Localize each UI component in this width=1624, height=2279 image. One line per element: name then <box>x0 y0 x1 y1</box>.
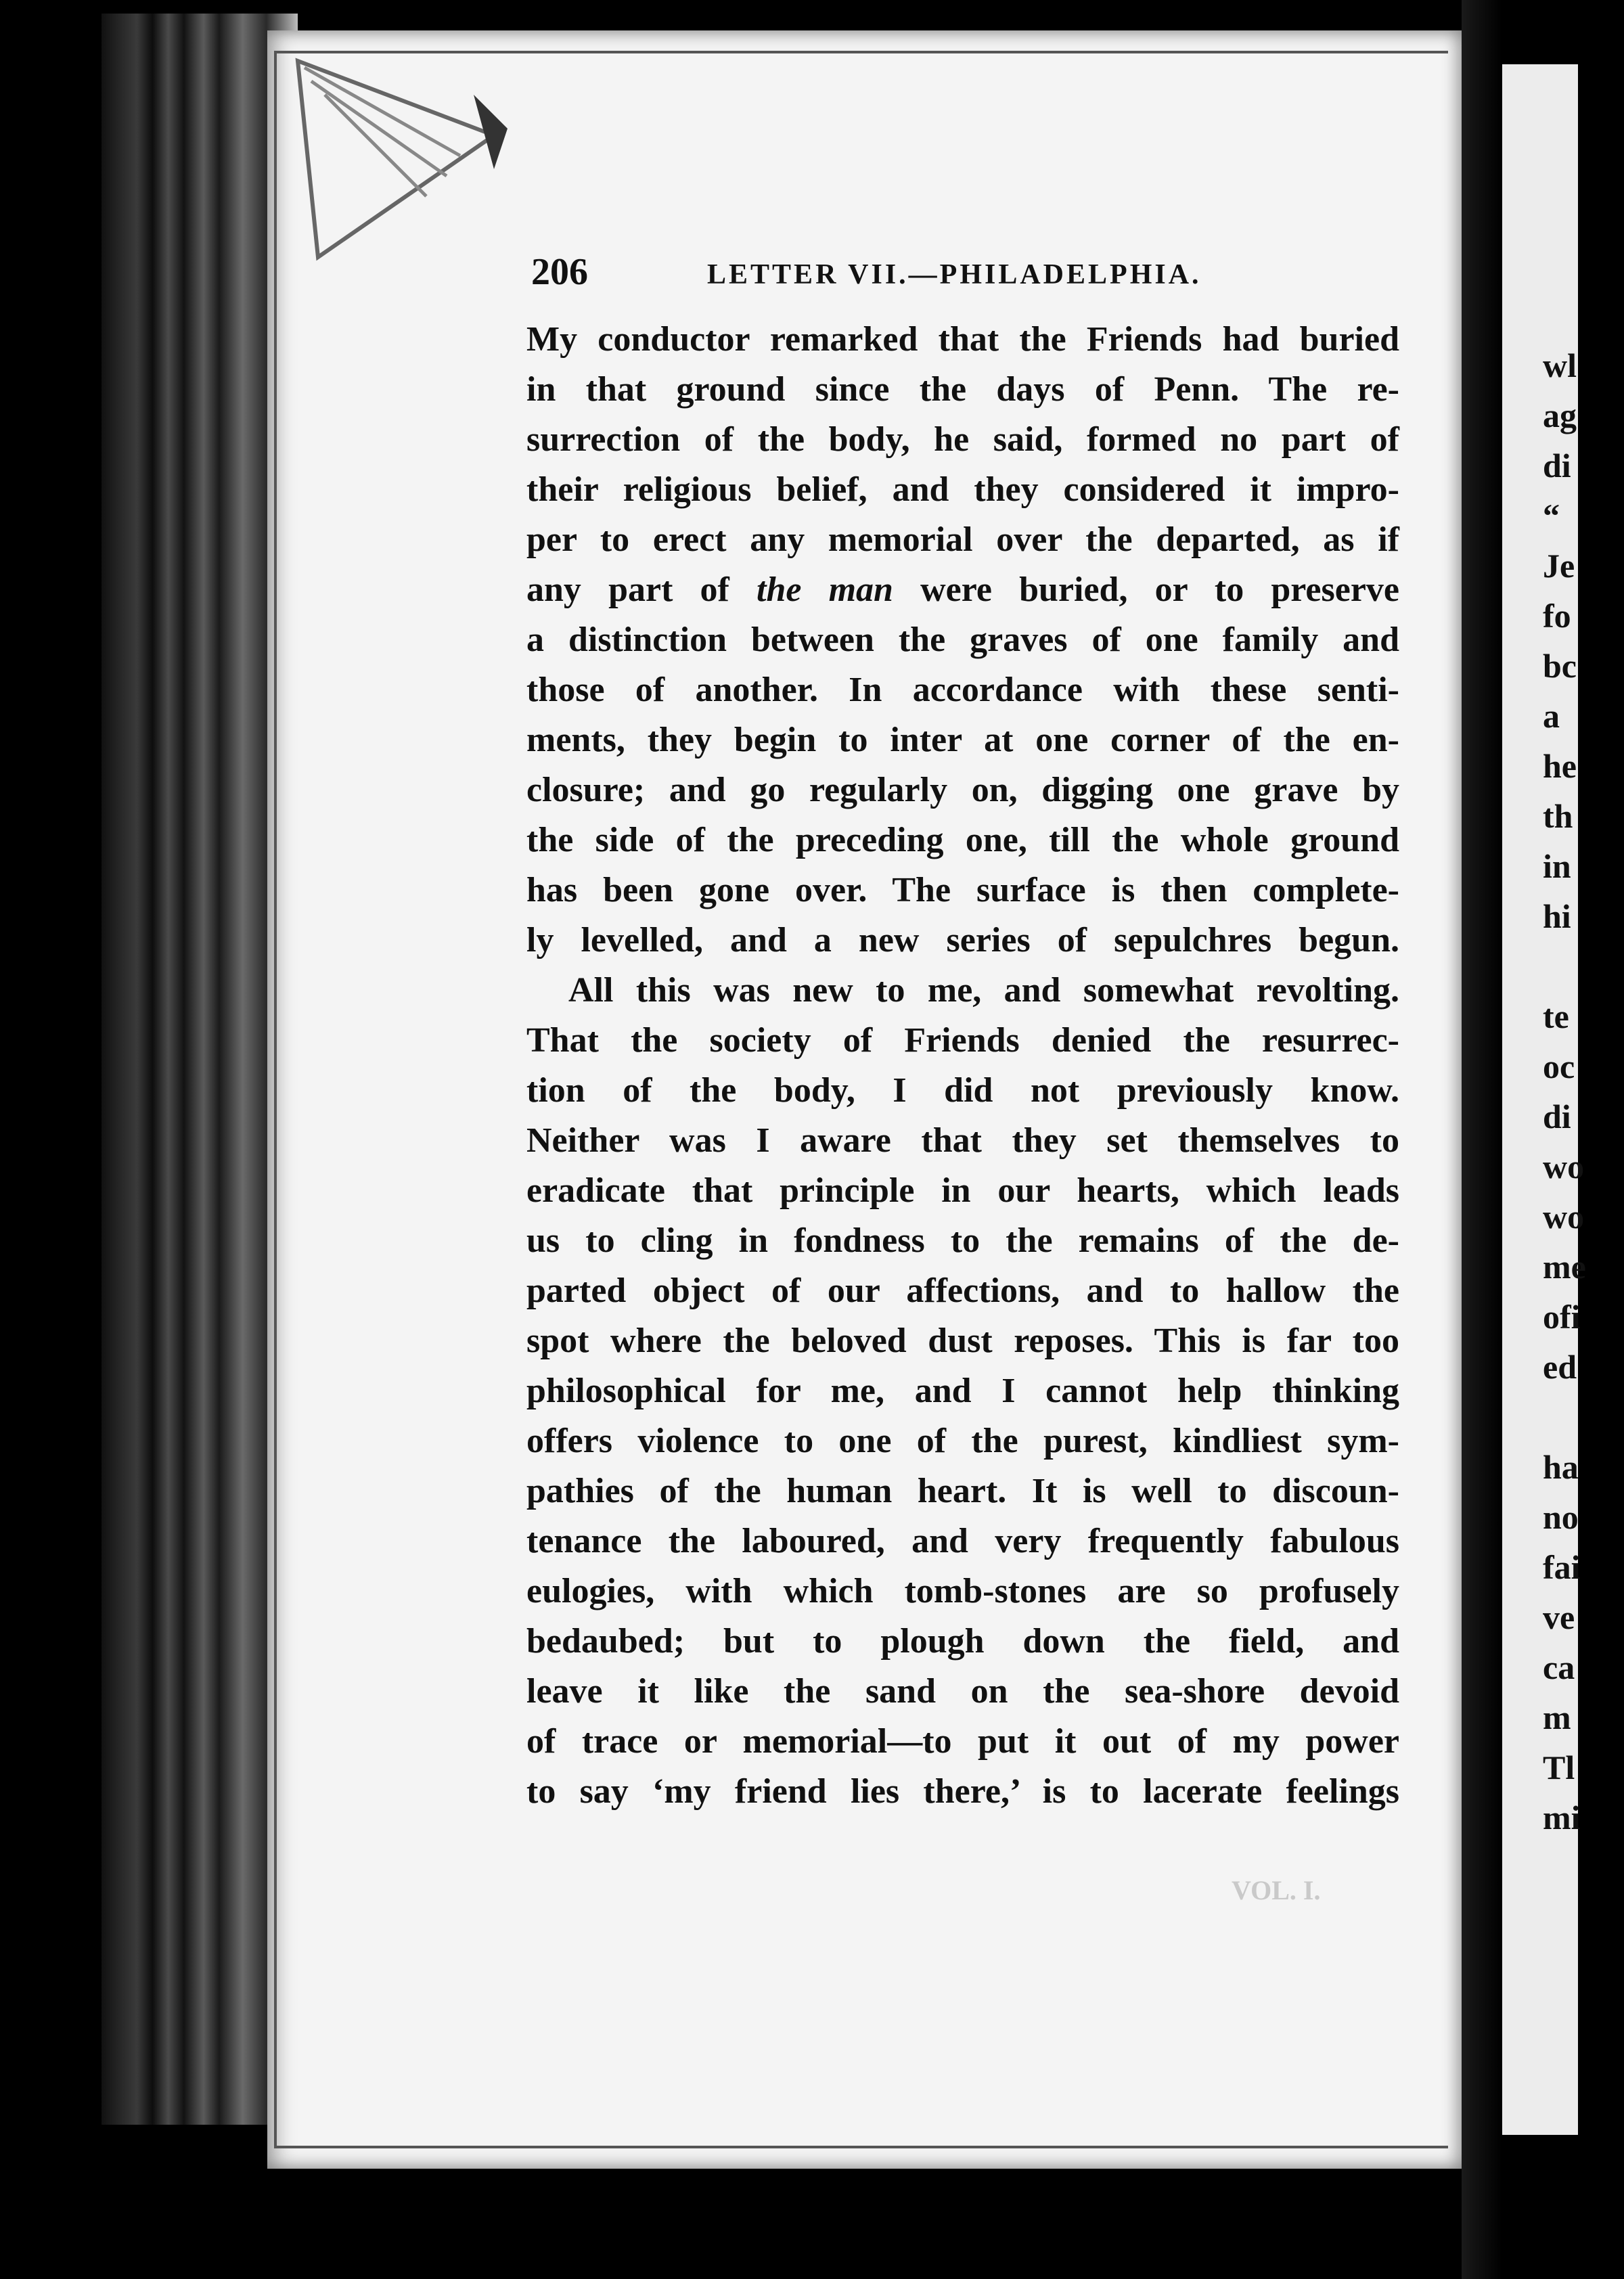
italic-phrase: the man <box>757 570 893 609</box>
facing-fragment: Tl <box>1543 1748 1575 1786</box>
facing-fragment: wo <box>1543 1148 1585 1186</box>
text-line: a distinction between the graves of one family and <box>526 620 1399 659</box>
facing-fragment: ha <box>1543 1448 1579 1486</box>
text-line: their religious belief, and they considered it impro- <box>526 470 1399 509</box>
facing-fragment: no <box>1543 1498 1579 1536</box>
text-line: has been gone over. The surface is then complete- <box>526 871 1399 909</box>
facing-fragment: m <box>1543 1698 1571 1736</box>
facing-fragment: di <box>1543 447 1571 484</box>
text-line: tenance the laboured, and very frequently fabulous <box>526 1522 1399 1560</box>
text-line: per to erect any memorial over the departed, as if <box>526 520 1399 559</box>
text-line <box>526 565 1399 615</box>
text-line: parted object of our affections, and to hallow the <box>526 1271 1399 1310</box>
text-line: ly levelled, and a new series of sepulchres begun. <box>526 921 1399 960</box>
text-line: closure; and go regularly on, digging one grave by <box>526 771 1399 809</box>
facing-fragment: a <box>1543 697 1560 735</box>
text-line: offers violence to one of the purest, kindliest sym- <box>526 1422 1399 1460</box>
facing-fragment: ve <box>1543 1598 1575 1636</box>
text-line: My conductor remarked that the Friends had buried <box>526 320 1399 359</box>
facing-fragment: me <box>1543 1248 1586 1286</box>
text-line: the side of the preceding one, till the whole ground <box>526 821 1399 859</box>
text-line-end: were buried, or to preserve <box>893 570 1399 609</box>
facing-fragment: Je <box>1543 547 1575 585</box>
facing-fragment: te <box>1543 997 1569 1035</box>
folded-corner-mark <box>291 54 508 264</box>
running-header <box>531 250 1397 298</box>
text-line: those of another. In accordance with these senti- <box>526 671 1399 709</box>
facing-fragment: th <box>1543 797 1573 835</box>
text-line: of trace or memorial—to put it out of my power <box>526 1722 1399 1761</box>
text-line: ments, they begin to inter at one corner of the en- <box>526 721 1399 759</box>
text-line: leave it like the sand on the sea-shore devoid <box>526 1672 1399 1711</box>
text-line: us to cling in fondness to the remains of the de- <box>526 1221 1399 1260</box>
text-line: in that ground since the days of Penn. The re- <box>526 370 1399 409</box>
facing-fragment: ag <box>1543 397 1577 434</box>
facing-fragment: ed <box>1543 1348 1577 1386</box>
facing-fragment: fai <box>1543 1548 1581 1586</box>
facing-fragment: wo <box>1543 1198 1585 1236</box>
running-head-title: LETTER VII.—PHILADELPHIA. <box>707 259 1202 290</box>
body-text <box>526 315 1399 1817</box>
facing-fragment: “ <box>1543 497 1560 535</box>
bleed-through-text: VOL. I. <box>1232 1875 1321 1905</box>
facing-page <box>1502 64 1586 2135</box>
facing-fragment: bc <box>1543 647 1577 685</box>
facing-fragment: fo <box>1543 597 1571 635</box>
facing-fragment: oc <box>1543 1047 1575 1085</box>
text-line: eulogies, with which tomb-stones are so profusely <box>526 1572 1399 1610</box>
facing-fragment: wl <box>1543 346 1577 384</box>
text-line-start: any part of <box>526 570 757 609</box>
facing-fragment: mi <box>1543 1799 1581 1836</box>
text-line: philosophical for me, and I cannot help thinking <box>526 1372 1399 1410</box>
gutter-shadow <box>1462 0 1502 2279</box>
facing-fragment: di <box>1543 1098 1571 1135</box>
text-line: bedaubed; but to plough down the field, and <box>526 1622 1399 1661</box>
facing-fragment: in <box>1543 847 1571 885</box>
text-line: tion of the body, I did not previously know. <box>526 1071 1399 1110</box>
facing-fragment: ofi <box>1543 1298 1581 1336</box>
text-line: pathies of the human heart. It is well to discoun- <box>526 1472 1399 1510</box>
text-line: spot where the beloved dust reposes. This is far too <box>526 1322 1399 1360</box>
text-line: to say ‘my friend lies there,’ is to lacerate feelings <box>526 1772 1399 1811</box>
text-line: That the society of Friends denied the resurrec- <box>526 1021 1399 1060</box>
facing-fragment: ca <box>1543 1648 1575 1686</box>
text-line: surrection of the body, he said, formed no part of <box>526 420 1399 459</box>
text-line: All this was new to me, and somewhat revolting. <box>568 971 1399 1010</box>
facing-fragment: hi <box>1543 897 1571 935</box>
page-number: 206 <box>531 251 588 293</box>
text-line: eradicate that principle in our hearts, which leads <box>526 1171 1399 1210</box>
text-line: Neither was I aware that they set themselves to <box>526 1121 1399 1160</box>
facing-fragment: he <box>1543 747 1577 785</box>
